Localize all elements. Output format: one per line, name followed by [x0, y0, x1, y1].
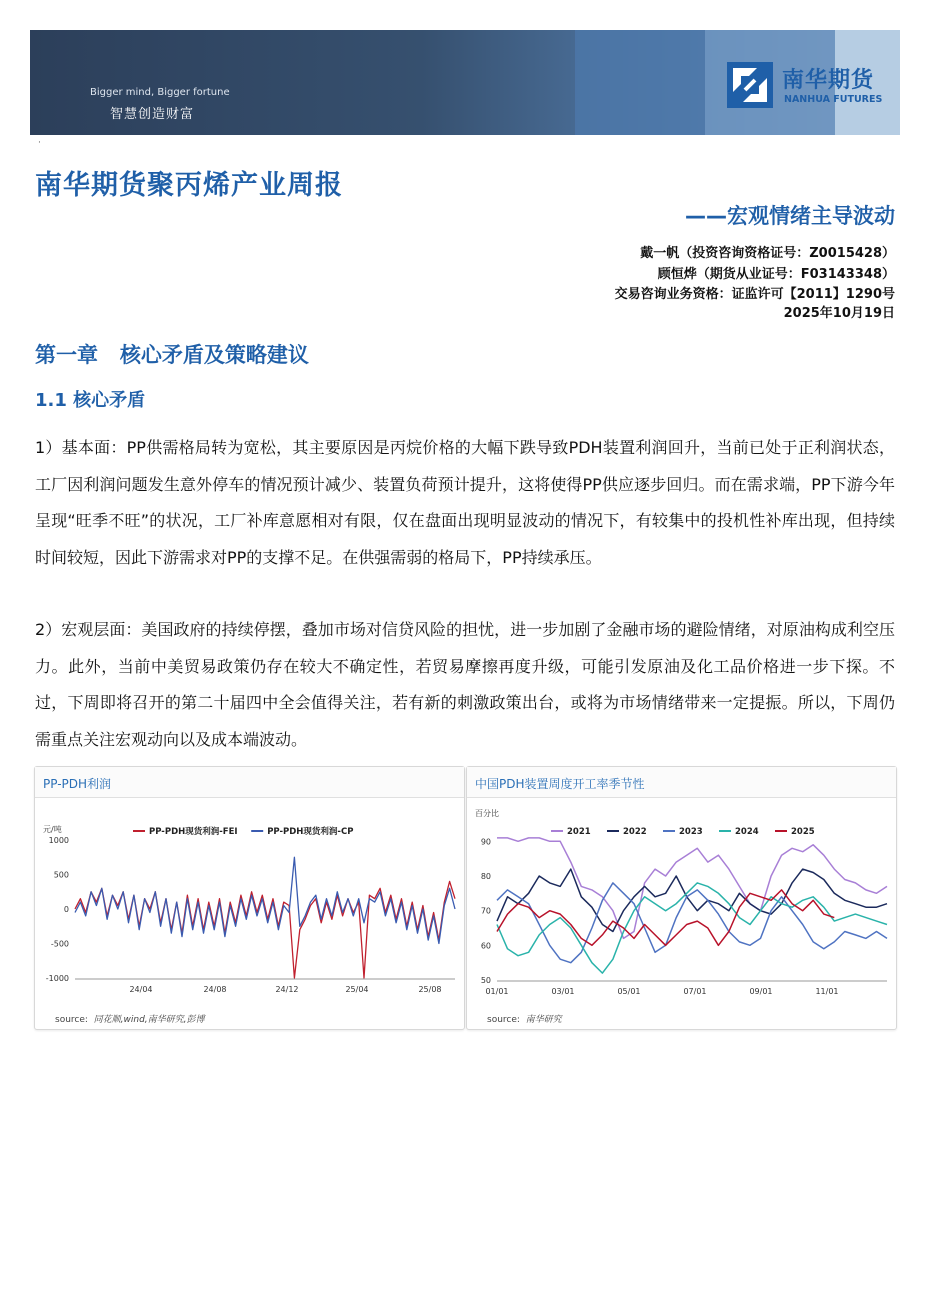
brand-name-en: NANHUA FUTURES	[784, 94, 883, 105]
report-date: 2025年10月19日	[783, 306, 895, 321]
brand-name-cn: 南华期货	[782, 68, 875, 93]
legend-label: PP-PDH现货利润-FEI	[149, 827, 238, 837]
legend-label: 2025	[791, 827, 815, 837]
chart-pp-pdh-profit	[35, 798, 464, 1013]
source-text: 南华研究	[525, 1015, 562, 1025]
y-tick-label: 500	[53, 870, 69, 880]
y-tick-label: 1000	[48, 836, 69, 845]
paragraph-fundamentals: 1）基本面：PP供需格局转为宽松，其主要原因是丙烷价格的大幅下跌导致PDH装置利润回升，当前已处于正利润状态，工厂因利润问题发生意外停车的情况预计减少、装置负荷预计提升，这将使得PP供应逐步回归。而在需求端，PP下游今年呈现“旺季不旺”的状况，工厂补库意愿相对有限，仅在盘面出现明显波动的情况下，有较集中的投机性补库出现，但持续时间较短，因此下游需求对PP的支撑不足。在供强需弱的格局下，PP持续承压。	[35, 438, 895, 567]
y-tick-label: 50	[480, 976, 491, 985]
y-tick-label: 90	[480, 837, 491, 847]
legend-label: 2023	[679, 827, 703, 837]
banner-block	[575, 30, 705, 135]
slogan-chinese: 智慧创造财富	[110, 107, 195, 122]
slogan-english: Bigger mind, Bigger fortune	[90, 87, 230, 98]
y-axis-unit-label: 百分比	[475, 809, 499, 818]
source-label: source:	[487, 1015, 520, 1025]
x-tick-label: 05/01	[617, 987, 641, 996]
x-tick-label: 25/04	[345, 985, 369, 994]
paragraph-macro: 2）宏观层面：美国政府的持续停摆，叠加市场对信贷风险的担忧，进一步加剧了金融市场的避险情绪，对原油构成利空压力。此外，当前中美贸易政策仍存在较大不确定性，若贸易摩擦再度升级，可能引发原油及化工品价格进一步下探。不过，下周即将召开的第二十届四中全会值得关注，若有新的刺激政策出台，或将为市场情绪带来一定提振。所以，下周仍需重点关注宏观动向以及成本端波动。	[35, 620, 895, 749]
legend-label: 2024	[735, 827, 759, 837]
x-tick-label: 09/01	[749, 987, 773, 996]
author-line: 戴一帆（投资咨询资格证号：Z0015428）	[640, 246, 895, 261]
x-tick-label: 24/08	[203, 985, 227, 994]
legend-label: 2022	[623, 827, 647, 837]
author-line: 顾恒烨（期货从业证号：F03143348）	[657, 267, 895, 282]
chart-title: 中国PDH装置周度开工率季节性	[475, 777, 645, 791]
legend-label: PP-PDH现货利润-CP	[267, 827, 354, 837]
section-heading: 1.1 核心矛盾	[35, 390, 146, 411]
header-banner	[30, 30, 900, 135]
series-line-PP-PDH现货利润-CP	[75, 857, 455, 943]
series-line-PP-PDH现货利润-FEI	[75, 881, 455, 978]
y-tick-label: 80	[480, 872, 491, 881]
chart-header	[467, 767, 896, 798]
chart-pdh-utilization	[467, 798, 896, 1013]
nanhua-logo-icon	[727, 62, 773, 108]
dot-mark: ·	[38, 138, 41, 148]
y-axis-unit-label: 元/吨	[43, 825, 62, 834]
chart-source	[55, 1012, 205, 1025]
y-tick-label: -1000	[45, 974, 69, 983]
chart-header	[35, 767, 464, 798]
x-tick-label: 24/04	[129, 985, 153, 994]
x-tick-label: 07/01	[683, 987, 707, 996]
report-subtitle: ——宏观情绪主导波动	[685, 204, 895, 228]
source-label: source:	[55, 1015, 88, 1025]
x-tick-label: 03/01	[551, 987, 575, 996]
x-tick-label: 24/12	[275, 985, 299, 994]
legend-label: 2021	[567, 827, 591, 837]
chapter-heading: 第一章 核心矛盾及策略建议	[35, 343, 309, 367]
x-tick-label: 01/01	[485, 987, 509, 996]
series-line-2024	[497, 883, 887, 973]
y-tick-label: 70	[480, 906, 491, 916]
chart-panel-pp-pdh-profit	[34, 766, 465, 1030]
y-tick-label: -500	[50, 939, 69, 949]
y-tick-label: 0	[63, 905, 69, 914]
chart-source	[487, 1012, 562, 1025]
report-title: 南华期货聚丙烯产业周报	[35, 170, 343, 201]
x-tick-label: 11/01	[815, 987, 839, 996]
chart-title: PP-PDH利润	[43, 777, 112, 791]
x-tick-label: 25/08	[418, 985, 442, 994]
license-line: 交易咨询业务资格：证监许可【2011】1290号	[614, 287, 895, 302]
y-tick-label: 60	[480, 941, 491, 951]
chart-panel-pdh-utilization	[466, 766, 897, 1030]
source-text: 同花顺,wind,南华研究,彭博	[93, 1015, 205, 1025]
